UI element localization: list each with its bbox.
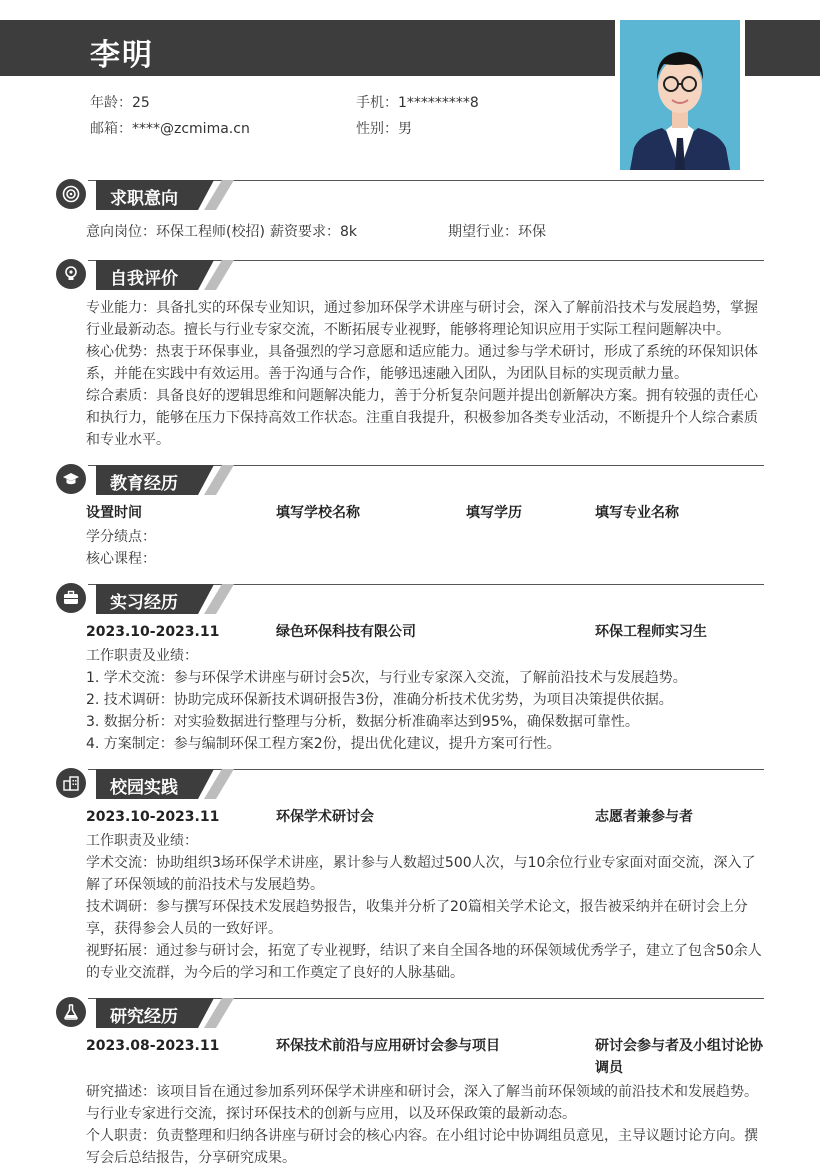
graduation-cap-icon <box>56 464 86 494</box>
section-title-campus: 校园实践 <box>96 769 236 799</box>
edu-degree: 填写学历 <box>466 505 522 521</box>
research-description: 研究描述：该项目旨在通过参加系列环保学术讲座和研讨会，深入了解当前环保领域的前沿技术和发展趋势。与行业专家进行交流，探讨环保技术的创新与应用，以及环保政策的最新动态。 <box>86 1084 758 1122</box>
intent-salary: 薪资要求：8k <box>270 224 358 240</box>
age-row <box>90 92 150 112</box>
campus-exchange: 学术交流：协助组织3场环保学术讲座，累计参与人数超过500人次，与10余位行业专家面对面交流，深入了解了环保领域的前沿技术与发展趋势。 <box>86 855 756 893</box>
edu-school: 填写学校名称 <box>276 505 360 521</box>
phone-label: 手机： <box>356 95 398 111</box>
gender-value: 男 <box>398 121 412 137</box>
section-title-intern: 实习经历 <box>96 584 236 614</box>
intern-org: 绿色环保科技有限公司 <box>276 624 416 640</box>
self-eval-ability: 专业能力：具备扎实的环保专业知识，通过参加环保学术讲座与研讨会，深入了解前沿技术与发展趋势，掌握行业最新动态。擅长与行业专家交流，不断拓展专业视野，能够将理论知识应用于实际工程问题解决中。 <box>86 300 758 338</box>
phone-value: 1*********8 <box>398 95 479 111</box>
intern-item: 1. 学术交流：参与环保学术讲座与研讨会5次，与行业专家深入交流，了解前沿技术与发展趋势。 <box>86 670 687 686</box>
idea-icon <box>56 259 86 289</box>
research-duty: 个人职责：负责整理和归纳各讲座与研讨会的核心内容。在小组讨论中协调组员意见，主导议题讨论方向。撰写会后总结报告，分享研究成果。 <box>86 1128 758 1166</box>
campus-time: 2023.10-2023.11 <box>86 809 220 825</box>
campus-duty-label: 工作职责及业绩： <box>86 833 198 849</box>
edu-gpa: 学分绩点： <box>86 529 156 545</box>
email-value: ****@zcmima.cn <box>132 121 250 137</box>
flask-icon <box>56 997 86 1027</box>
campus-vision: 视野拓展：通过参与研讨会，拓宽了专业视野，结识了来自全国各地的环保领域优秀学子，建立了包含50余人的专业交流群，为今后的学习和工作奠定了良好的人脉基础。 <box>86 943 762 981</box>
section-title-edu: 教育经历 <box>96 465 236 495</box>
intern-duty-label: 工作职责及业绩： <box>86 648 198 664</box>
section-title-self: 自我评价 <box>96 260 236 290</box>
phone-row <box>356 92 479 112</box>
profile-photo-frame <box>615 16 745 176</box>
campus-research: 技术调研：参与撰写环保技术发展趋势报告，收集并分析了20篇相关学术论文，报告被采纳并在研讨会上分享，获得参会人员的一致好评。 <box>86 899 748 937</box>
research-time: 2023.08-2023.11 <box>86 1038 220 1054</box>
intern-item: 4. 方案制定：参与编制环保工程方案2份，提出优化建议，提升方案可行性。 <box>86 736 561 752</box>
intern-role: 环保工程师实习生 <box>595 624 707 640</box>
intent-position: 意向岗位：环保工程师(校招) <box>86 224 265 240</box>
briefcase-icon <box>56 583 86 613</box>
email-label: 邮箱： <box>90 121 132 137</box>
age-value: 25 <box>132 95 150 111</box>
edu-time: 设置时间 <box>86 505 142 521</box>
section-title-intent: 求职意向 <box>96 180 236 210</box>
building-icon <box>56 768 86 798</box>
self-eval-quality: 综合素质：具备良好的逻辑思维和问题解决能力，善于分析复杂问题并提出创新解决方案。拥有较强的责任心和执行力，能够在压力下保持高效工作状态。注重自我提升，积极参加各类专业活动，不断提升个人综合素质和专业水平。 <box>86 388 758 448</box>
target-icon <box>56 179 86 209</box>
gender-label: 性别： <box>356 121 398 137</box>
edu-courses: 核心课程： <box>86 551 156 567</box>
section-title-research: 研究经历 <box>96 998 236 1028</box>
research-org: 环保技术前沿与应用研讨会参与项目 <box>276 1038 500 1054</box>
campus-org: 环保学术研讨会 <box>276 809 374 825</box>
intent-industry: 期望行业：环保 <box>448 224 546 240</box>
age-label: 年龄： <box>90 95 132 111</box>
campus-role: 志愿者兼参与者 <box>595 809 693 825</box>
candidate-name: 李明 <box>90 38 154 73</box>
intern-item: 3. 数据分析：对实验数据进行整理与分析，数据分析准确率达到95%，确保数据可靠性。 <box>86 714 639 730</box>
profile-photo <box>620 20 740 170</box>
edu-major: 填写专业名称 <box>595 505 679 521</box>
intern-item: 2. 技术调研：协助完成环保新技术调研报告3份，准确分析技术优劣势，为项目决策提供依据。 <box>86 692 673 708</box>
intern-time: 2023.10-2023.11 <box>86 624 220 640</box>
research-role: 研讨会参与者及小组讨论协调员 <box>595 1038 763 1076</box>
email-row <box>90 118 250 138</box>
gender-row <box>356 118 412 138</box>
self-eval-strength: 核心优势：热衷于环保事业，具备强烈的学习意愿和适应能力。通过参与学术研讨，形成了系统的环保知识体系，并能在实践中有效运用。善于沟通与合作，能够迅速融入团队，为团队目标的实现贡献力量。 <box>86 344 758 382</box>
